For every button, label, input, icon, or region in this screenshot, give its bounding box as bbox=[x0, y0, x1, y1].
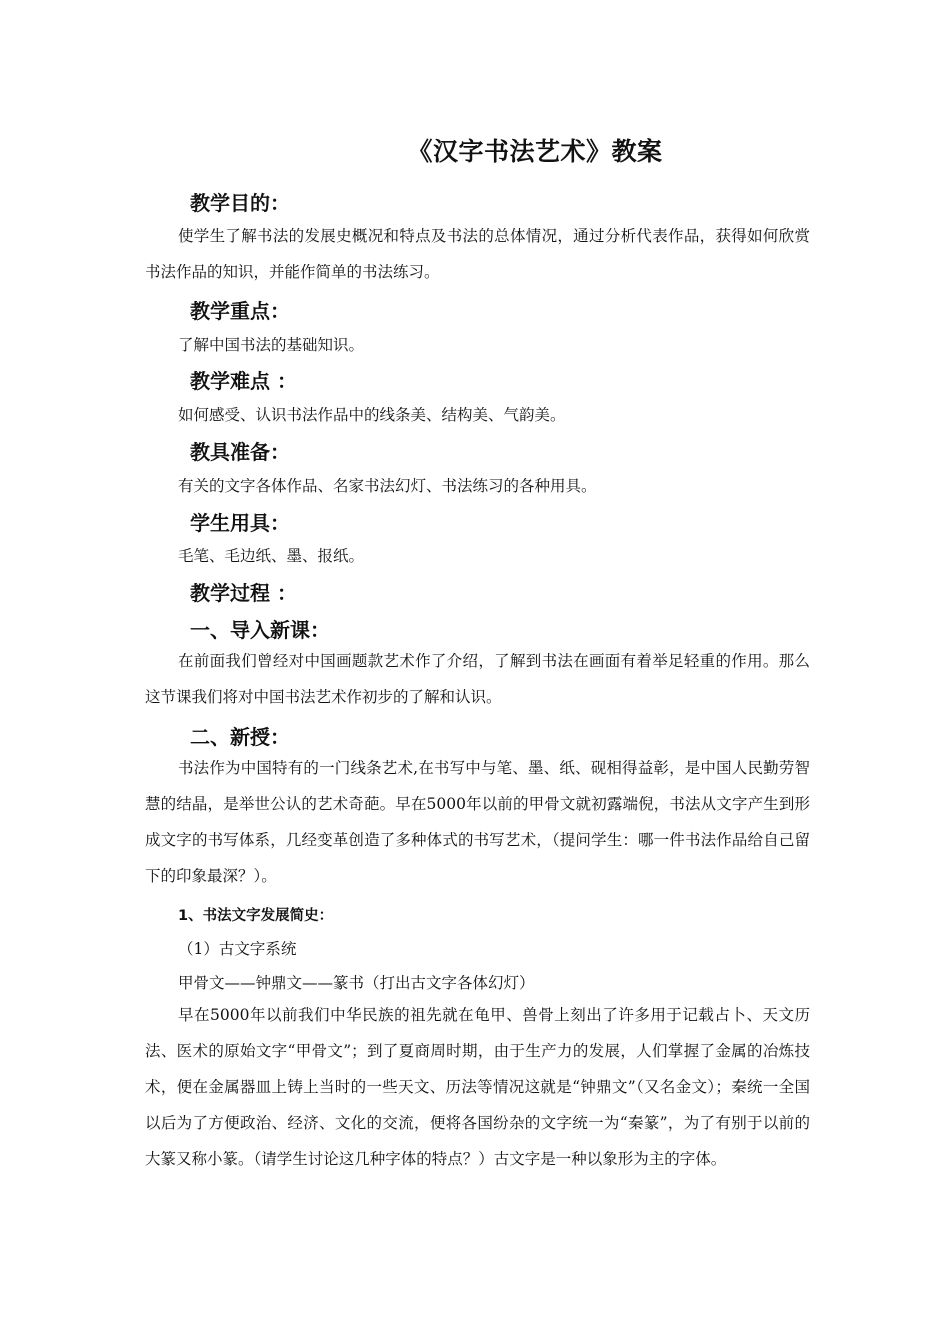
heading-section-2: 二、新授： bbox=[190, 725, 290, 749]
paragraph-key-points: 了解中国书法的基础知识。 bbox=[178, 336, 365, 354]
paragraph-purpose: 使学生了解书法的发展史概况和特点及书法的总体情况，通过分析代表作品，获得如何欣赏书法作品的知识，并能作简单的书法练习。 bbox=[145, 227, 810, 281]
paragraph-section-2: 书法作为中国特有的一门线条艺术,在书写中与笔、墨、纸、砚相得益彰，是中国人民勤劳智慧的结晶，是举世公认的艺术奇葩。早在5000年以前的甲骨文就初露端倪，书法从文字产生到形成文字的书写体系，几经变革创造了多种体式的书写艺术，（提问学生：哪一件书法作品给自己留下的印象最深？）。 bbox=[145, 759, 810, 885]
heading-teaching-tools: 教具准备： bbox=[190, 440, 290, 464]
paragraph-teaching-tools: 有关的文字各体作品、名家书法幻灯、书法练习的各种用具。 bbox=[178, 477, 597, 495]
document-title: 《汉字书法艺术》教案 bbox=[407, 137, 663, 166]
heading-subsection-1: 1、书法文字发展简史： bbox=[178, 908, 334, 924]
paragraph-difficulties: 如何感受、认识书法作品中的线条美、结构美、气韵美。 bbox=[178, 406, 566, 424]
heading-student-tools: 学生用具： bbox=[190, 511, 290, 535]
heading-difficulties: 教学难点 ： bbox=[190, 369, 297, 393]
subsection-line: 甲骨文——钟鼎文——篆书（打出古文字各体幻灯） bbox=[178, 974, 535, 992]
paragraph-subsection-1: 早在5000年以前我们中华民族的祖先就在龟甲、兽骨上刻出了许多用于记载占卜、天文历法、医术的原始文字“甲骨文”；到了夏商周时期，由于生产力的发展，人们掌握了金属的冶炼技术，便在金属器皿上铸上当时的一些天文、历法等情况这就是“钟鼎文”（又名金文）；秦统一全国以后为了方便政治、经济、文化的交流，便将各国纷杂的文字统一为“秦篆”，为了有别于以前的大篆又称小篆。（请学生讨论这几种字体的特点？）古文字是一种以象形为主的字体。 bbox=[145, 1006, 810, 1168]
heading-teaching-process: 教学过程 ： bbox=[190, 581, 297, 605]
paragraph-student-tools: 毛笔、毛边纸、墨、报纸。 bbox=[178, 547, 365, 565]
heading-purpose: 教学目的： bbox=[190, 191, 290, 215]
heading-key-points: 教学重点： bbox=[190, 299, 290, 323]
subsection-item: （1）古文字系统 bbox=[178, 940, 297, 958]
heading-section-1: 一、导入新课： bbox=[190, 618, 330, 642]
paragraph-section-1: 在前面我们曾经对中国画题款艺术作了介绍，了解到书法在画面有着举足轻重的作用。那么这节课我们将对中国书法艺术作初步的了解和认识。 bbox=[145, 652, 810, 706]
